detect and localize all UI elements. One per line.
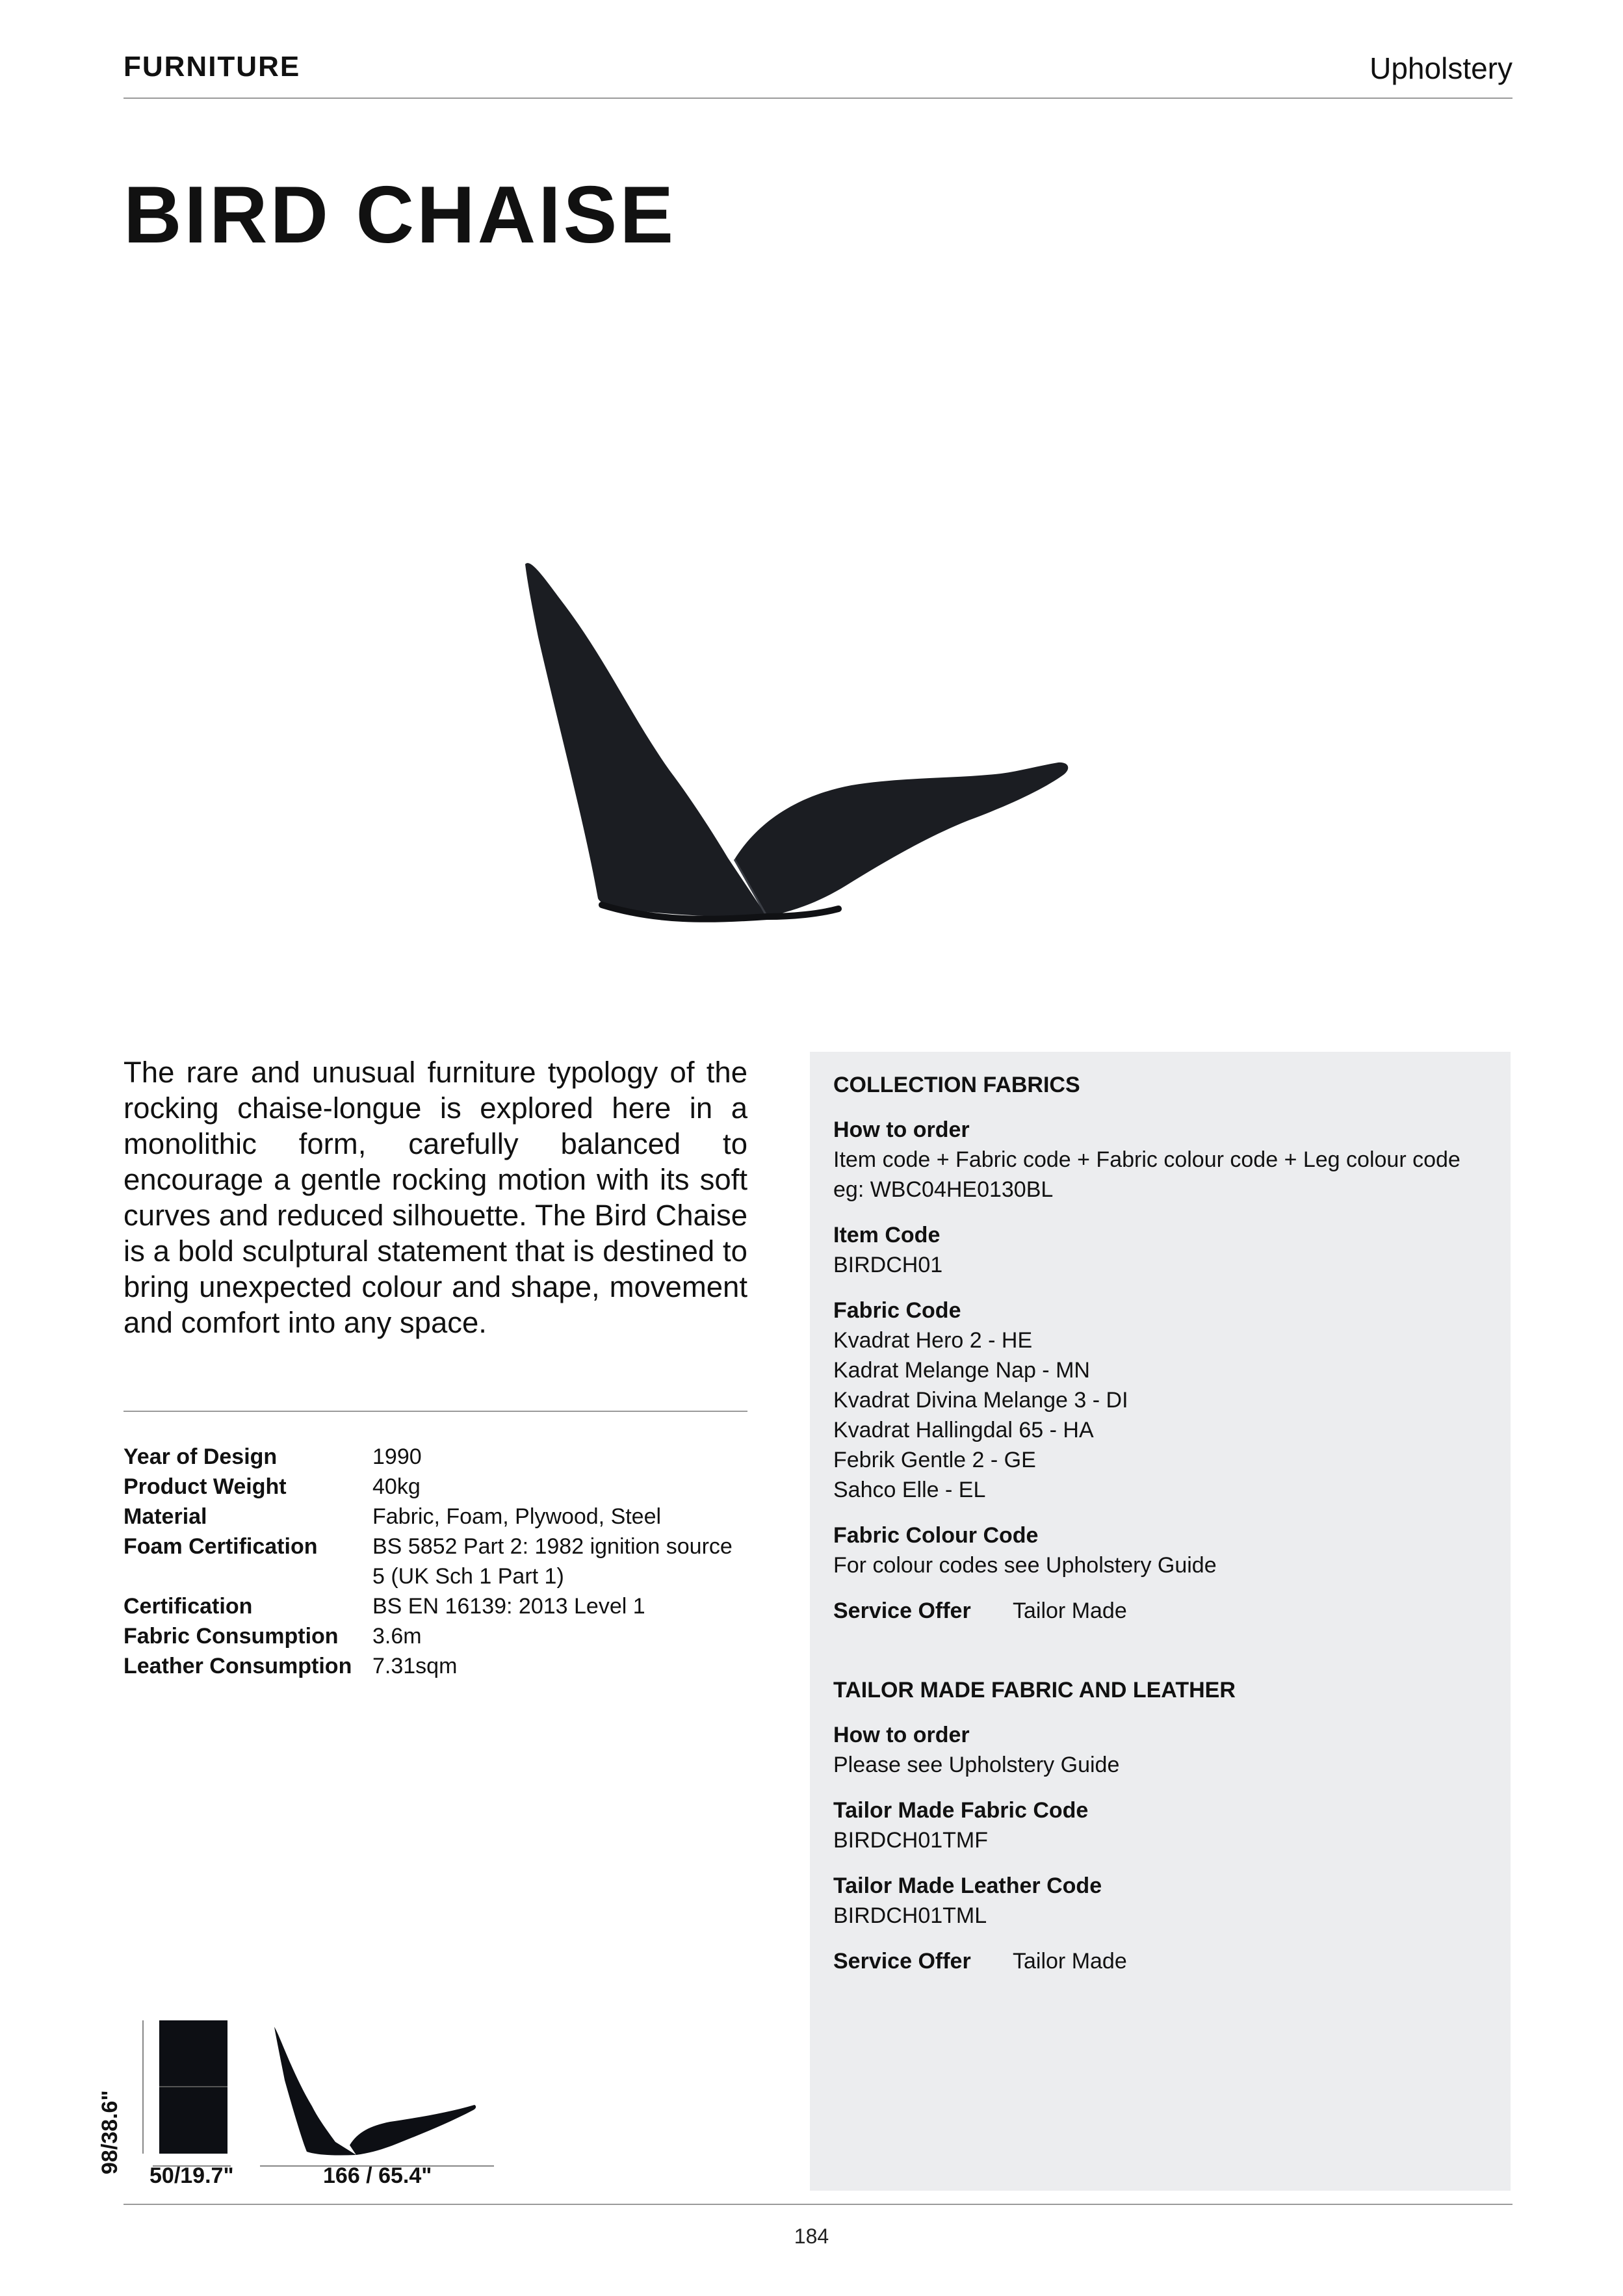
- field-label: Fabric Colour Code: [833, 1523, 1039, 1548]
- collection-how-to-order: [833, 1115, 1490, 1205]
- description-divider: [123, 1411, 747, 1412]
- page-number: 184: [794, 2224, 829, 2248]
- collection-fabrics-heading: COLLECTION FABRICS: [833, 1073, 1080, 1097]
- subcategory-label: Upholstery: [1370, 51, 1513, 85]
- ordering-panel: [810, 1052, 1511, 2191]
- field-label: Item Code: [833, 1223, 941, 1247]
- field-value: Please see Upholstery Guide: [833, 1753, 1120, 1777]
- chaise-seat: [734, 763, 1068, 917]
- spec-value: 7.31sqm: [372, 1654, 458, 1678]
- field-label: How to order: [833, 1723, 970, 1747]
- collection-item-code: [833, 1220, 1490, 1280]
- spec-value: BS EN 16139: 2013 Level 1: [372, 1594, 645, 1619]
- fabric-item: Febrik Gentle 2 - GE: [833, 1448, 1036, 1472]
- tailor-leather-code: [833, 1871, 1490, 1931]
- dimension-length: 166 / 65.4": [323, 2163, 432, 2188]
- fabric-item: Kvadrat Hallingdal 65 - HA: [833, 1418, 1094, 1442]
- spec-label: Product Weight: [123, 1474, 287, 1499]
- spec-label: Fabric Consumption: [123, 1624, 339, 1649]
- collection-fabric-code: [833, 1296, 1490, 1505]
- field-label: Tailor Made Leather Code: [833, 1873, 1102, 1898]
- spec-row-year: [123, 1442, 747, 1472]
- dimension-depth: 50/19.7": [149, 2163, 234, 2188]
- field-value: Tailor Made: [1013, 1598, 1127, 1623]
- footer-divider: [123, 2204, 1513, 2205]
- fabric-item: Sahco Elle - EL: [833, 1478, 986, 1502]
- tailor-fabric-code: [833, 1795, 1490, 1855]
- spec-row-material: [123, 1502, 747, 1532]
- spec-row-certification: [123, 1591, 747, 1621]
- spec-value: 1990: [372, 1444, 422, 1469]
- dimension-diagrams: [123, 2015, 513, 2184]
- field-value: Tailor Made: [1013, 1949, 1127, 1974]
- header-divider: [123, 98, 1513, 99]
- front-view-diagram: [143, 2020, 231, 2166]
- spec-label: Certification: [123, 1594, 253, 1619]
- side-view-diagram: [260, 2027, 494, 2166]
- field-value: BIRDCH01TMF: [833, 1828, 989, 1853]
- category-label: FURNITURE: [123, 51, 301, 83]
- field-label: Service Offer: [833, 1949, 971, 1974]
- field-value: Item code + Fabric code + Fabric colour code + Leg colour code eg: WBC04HE0130BL: [833, 1147, 1461, 1202]
- field-value: BIRDCH01: [833, 1253, 943, 1277]
- field-label: Tailor Made Fabric Code: [833, 1798, 1089, 1823]
- field-value: BIRDCH01TML: [833, 1903, 987, 1928]
- collection-service-offer: [833, 1596, 1490, 1626]
- fabric-item: Kvadrat Hero 2 - HE: [833, 1328, 1033, 1353]
- field-label: Fabric Code: [833, 1298, 961, 1323]
- field-value: For colour codes see Upholstery Guide: [833, 1553, 1217, 1578]
- spec-row-foam-certification: [123, 1532, 747, 1591]
- spec-table: [123, 1442, 747, 1681]
- fabric-item: Kadrat Melange Nap - MN: [833, 1358, 1090, 1383]
- spec-value: 40kg: [372, 1474, 421, 1499]
- collection-colour-code: [833, 1520, 1490, 1580]
- spec-label: Year of Design: [123, 1444, 278, 1469]
- field-label: How to order: [833, 1117, 970, 1142]
- spec-row-weight: [123, 1472, 747, 1502]
- field-label: Service Offer: [833, 1598, 971, 1623]
- spec-value: Fabric, Foam, Plywood, Steel: [372, 1504, 662, 1529]
- tailor-service-offer: [833, 1946, 1490, 1976]
- spec-label: Foam Certification: [123, 1534, 318, 1559]
- spec-label: Material: [123, 1504, 207, 1529]
- spec-value: 3.6m: [372, 1624, 422, 1649]
- spec-value: BS 5852 Part 2: 1982 ignition source 5 (UK Sch 1 Part 1): [372, 1534, 733, 1589]
- chaise-backrest: [525, 563, 767, 917]
- page-title: BIRD CHAISE: [123, 170, 677, 260]
- product-image-bird-chaise: [513, 553, 1118, 943]
- spec-label: Leather Consumption: [123, 1654, 352, 1678]
- fabric-item: Kvadrat Divina Melange 3 - DI: [833, 1388, 1128, 1413]
- spec-row-fabric-consumption: [123, 1621, 747, 1651]
- product-description: The rare and unusual furniture typology of the rocking chaise-longue is explored here in a monolithic form, carefully balanced to encourage a gentle rocking motion with its soft curves and reduced silhouette. The Bird Chaise is a bold sculptural statement that is destined to bring unexpected colour and shape, movement and comfort into any space.: [123, 1056, 747, 1339]
- spec-row-leather-consumption: [123, 1651, 747, 1681]
- dimension-height: 98/38.6": [97, 2090, 122, 2174]
- tailor-how-to-order: [833, 1720, 1490, 1780]
- tailor-made-heading: TAILOR MADE FABRIC AND LEATHER: [833, 1678, 1236, 1702]
